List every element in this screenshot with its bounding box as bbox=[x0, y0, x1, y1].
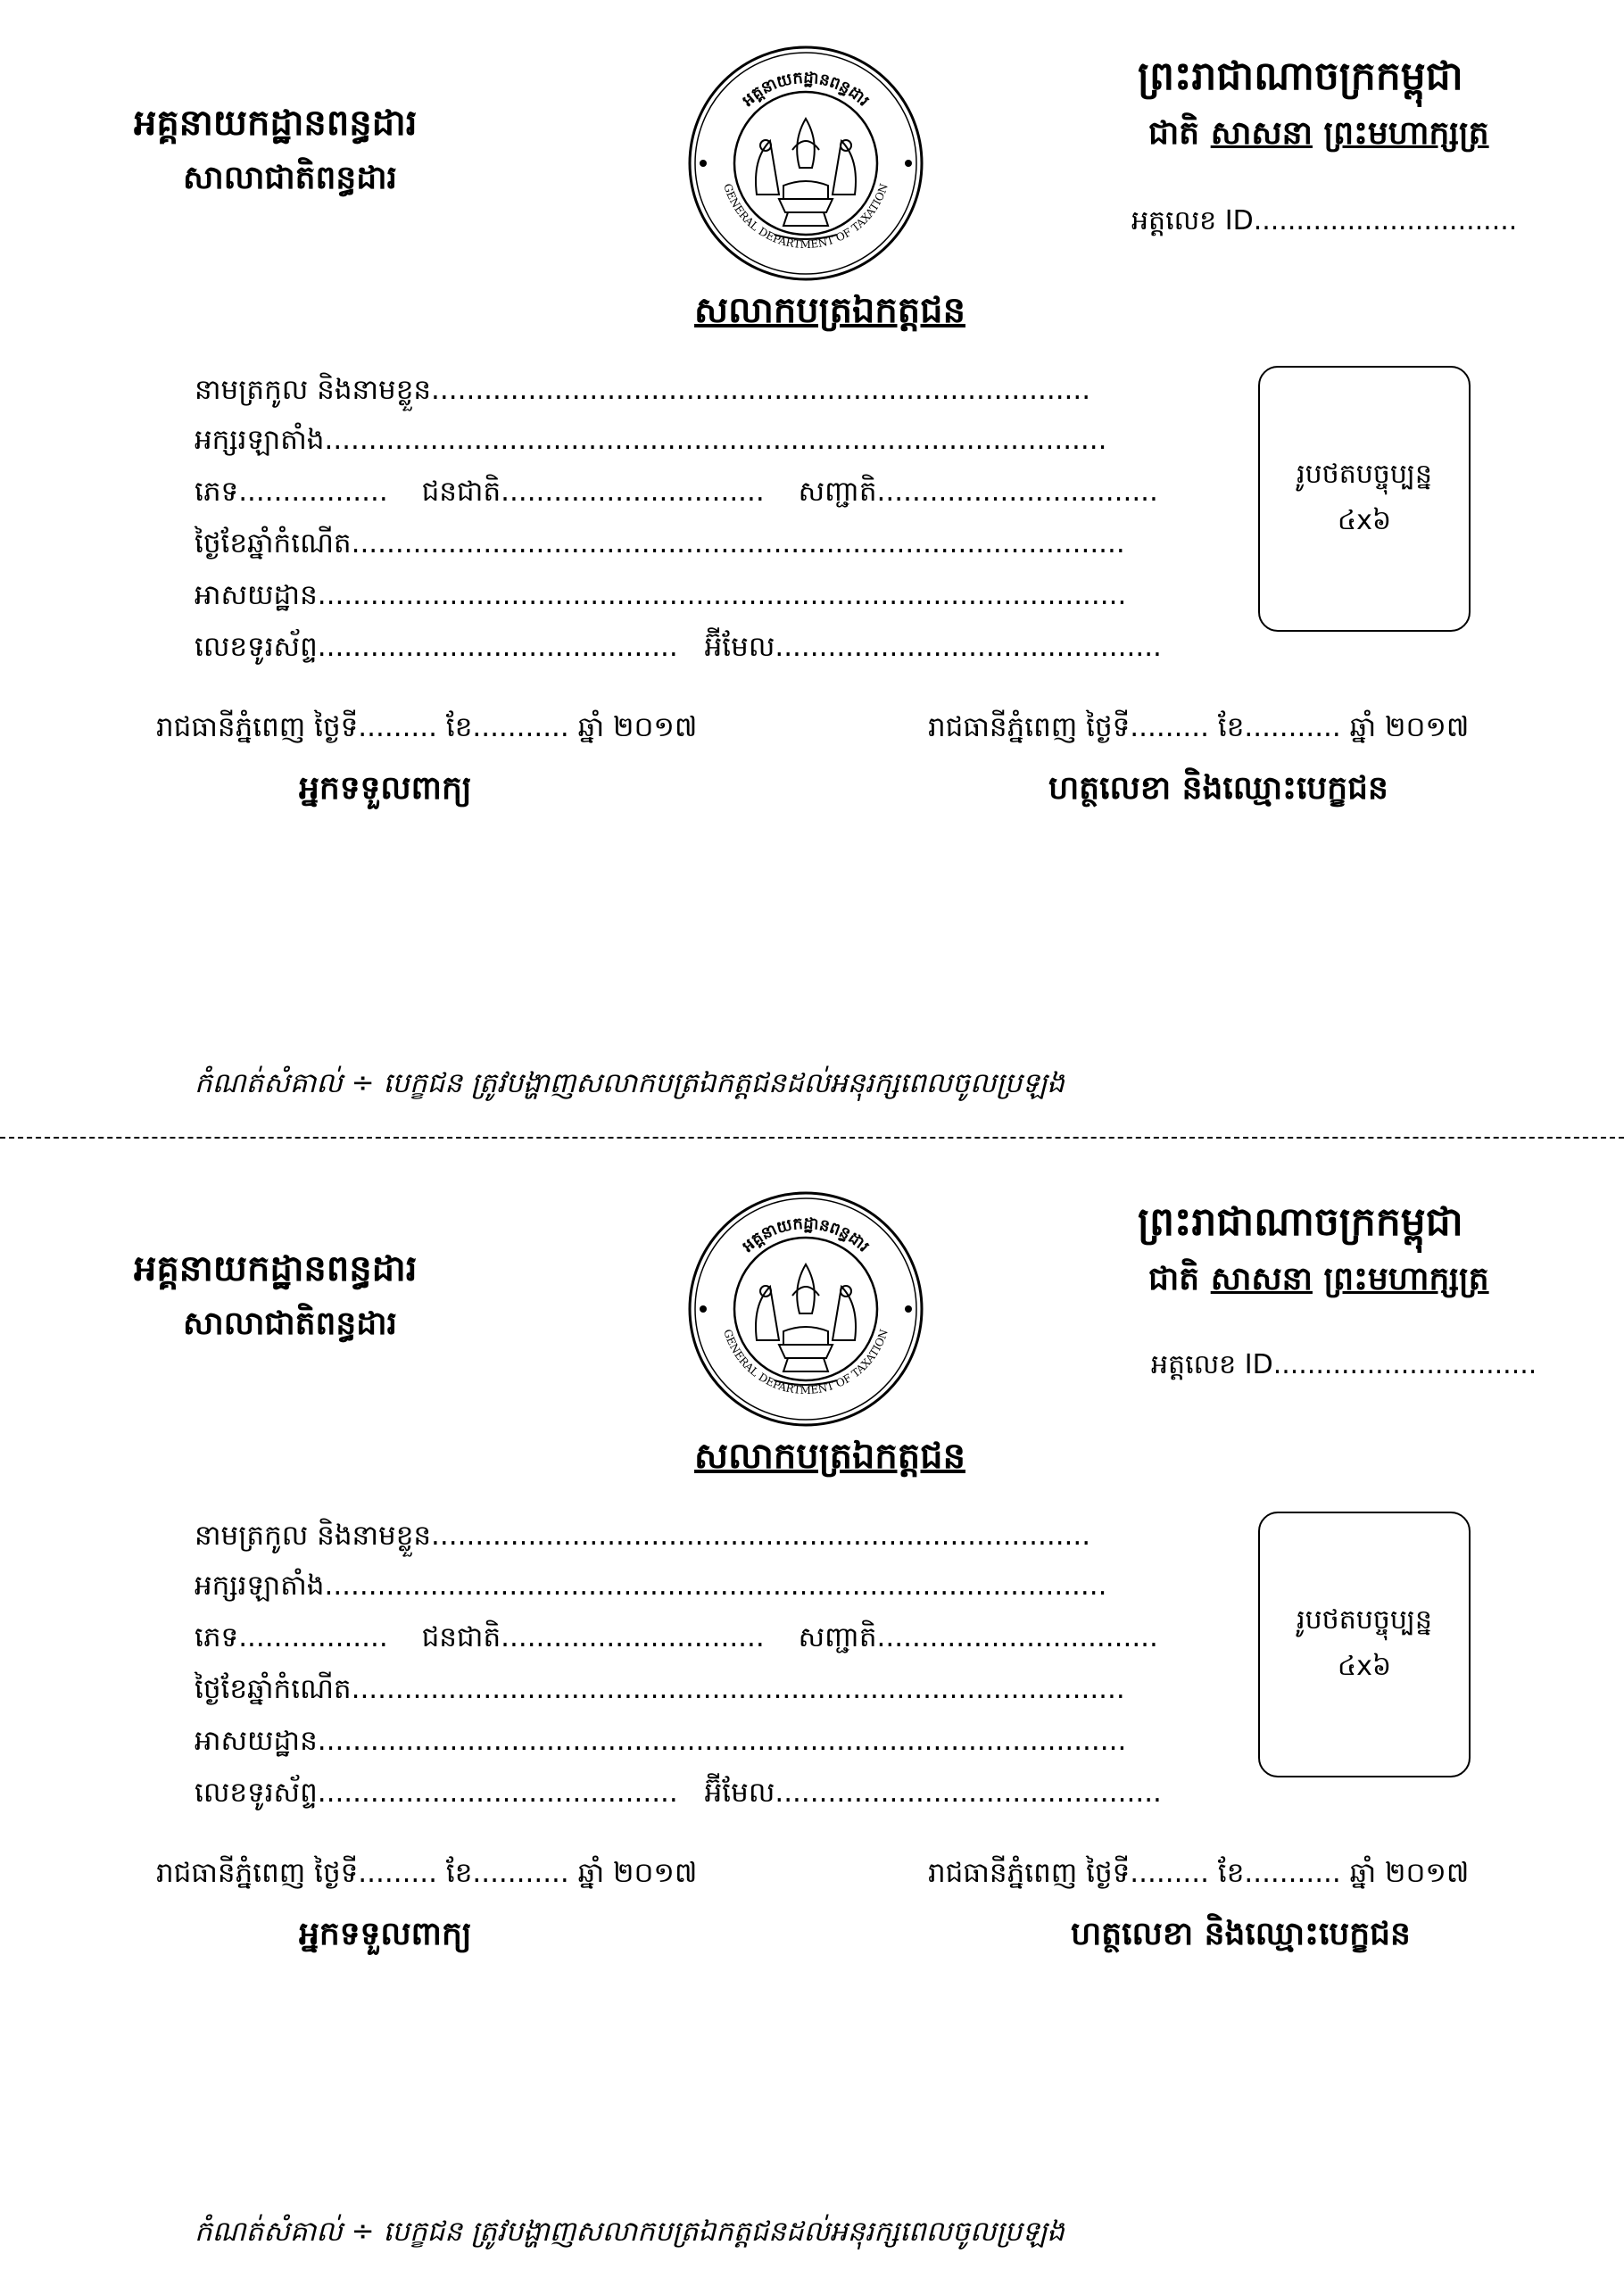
svg-text:GENERAL DEPARTMENT OF TAXATION bbox=[721, 1328, 891, 1396]
phone-email-row bbox=[195, 1776, 1162, 1816]
candidate-slip-top bbox=[0, 0, 1624, 1142]
sex-field[interactable]: ភេទ................. bbox=[195, 476, 388, 508]
svg-text:GENERAL DEPARTMENT OF TAXATION bbox=[721, 182, 891, 251]
phone-field[interactable]: លេខទូរស័ព្ទ......................................... bbox=[195, 1777, 678, 1809]
motto-religion: សាសនា bbox=[1210, 1261, 1313, 1297]
motto-nation: ជាតិ bbox=[1148, 1261, 1200, 1297]
school-title: សាលាជាតិពន្ធដារ bbox=[183, 1305, 397, 1342]
emblem-bottom-text: GENERAL DEPARTMENT OF TAXATION bbox=[721, 181, 891, 252]
candidate-date-line[interactable]: រាជធានីភ្នំពេញ ថ្ងៃទី......... ខែ........... ឆ្នាំ ២០១៧ bbox=[928, 711, 1470, 743]
date-of-birth-field[interactable]: ថ្ងៃខែឆ្នាំកំណើត........................................................................................ bbox=[195, 527, 1125, 559]
receiver-date-line[interactable]: រាជធានីភ្នំពេញ ថ្ងៃទី......... ខែ........... ឆ្នាំ ២០១៧ bbox=[156, 711, 698, 743]
date-of-birth-field[interactable]: ថ្ងៃខែឆ្នាំកំណើត........................................................................................ bbox=[195, 1673, 1125, 1705]
tax-department-emblem bbox=[685, 43, 926, 284]
motto-king: ព្រះមហាក្សត្រ bbox=[1323, 1261, 1489, 1297]
name-field[interactable]: នាមត្រកូល និងនាមខ្លួន........................................................................... bbox=[195, 1520, 1091, 1552]
latin-name-field[interactable]: អក្សរឡាតាំង......................................................................................... bbox=[195, 1570, 1107, 1602]
email-field[interactable]: អ៊ីមែល............................................ bbox=[704, 631, 1162, 663]
email-field[interactable]: អ៊ីមែល............................................ bbox=[704, 1777, 1162, 1809]
national-motto bbox=[1148, 112, 1489, 160]
id-number-field[interactable]: អត្តលេខ ID............................... bbox=[1151, 1349, 1537, 1380]
sex-field[interactable]: ភេទ................. bbox=[195, 1621, 388, 1653]
address-field[interactable]: អាសយដ្ឋាន............................................................................................ bbox=[195, 1725, 1127, 1757]
emblem-top-text: អគ្គនាយកដ្ឋានពន្ធដារ bbox=[738, 68, 874, 111]
nationality-field[interactable]: សញ្ជាតិ................................ bbox=[798, 1621, 1158, 1653]
footnote: កំណត់សំគាល់ ÷ បេក្ខជន ត្រូវបង្ហាញសលាកបត្រឯកត្តជនដល់អនុរក្សពេលចូលប្រឡង bbox=[195, 1067, 1065, 1099]
nationality-field[interactable]: សញ្ជាតិ................................ bbox=[798, 476, 1158, 508]
ethnicity-field[interactable]: ជនជាតិ.............................. bbox=[421, 476, 765, 508]
latin-name-field[interactable]: អក្សរឡាតាំង......................................................................................... bbox=[195, 424, 1107, 456]
school-title: សាលាជាតិពន្ធដារ bbox=[183, 160, 397, 196]
candidate-slip-bottom bbox=[0, 1146, 1624, 2288]
sex-ethnicity-nationality-row bbox=[195, 475, 1158, 515]
address-field[interactable]: អាសយដ្ឋាន............................................................................................ bbox=[195, 579, 1127, 611]
candidate-signature-label: ហត្ថលេខា និងឈ្មោះបេក្ខជន bbox=[1048, 770, 1388, 807]
phone-field[interactable]: លេខទូរស័ព្ទ......................................... bbox=[195, 631, 678, 663]
motto-king: ព្រះមហាក្សត្រ bbox=[1323, 115, 1489, 152]
photo-label: រូបថតបច្ចុប្បន្ន bbox=[1297, 459, 1432, 490]
kingdom-title: ព្រះរាជាណាចក្រកម្ពុជា bbox=[1138, 1199, 1463, 1245]
kingdom-title: ព្រះរាជាណាចក្រកម្ពុជា bbox=[1138, 54, 1463, 99]
motto-nation: ជាតិ bbox=[1148, 115, 1200, 152]
receiver-signature-label: អ្នកទទួលពាក្យ bbox=[299, 770, 472, 807]
phone-email-row bbox=[195, 630, 1162, 670]
form-title: សលាកបត្រឯកត្តជន bbox=[694, 290, 965, 331]
department-title: អគ្គនាយកដ្ឋានពន្ធដារ bbox=[134, 1248, 418, 1289]
candidate-signature-label: ហត្ថលេខា និងឈ្មោះបេក្ខជន bbox=[1071, 1916, 1411, 1952]
receiver-date-line[interactable]: រាជធានីភ្នំពេញ ថ្ងៃទី......... ខែ........... ឆ្នាំ ២០១៧ bbox=[156, 1857, 698, 1889]
photo-size: ៤x៦ bbox=[1337, 505, 1392, 536]
svg-text:អគ្គនាយកដ្ឋានពន្ធដារ bbox=[739, 69, 874, 111]
cut-line-divider bbox=[0, 1137, 1624, 1139]
photo-placeholder[interactable] bbox=[1258, 366, 1471, 632]
photo-size: ៤x៦ bbox=[1337, 1651, 1392, 1682]
sex-ethnicity-nationality-row bbox=[195, 1620, 1158, 1661]
department-title: អគ្គនាយកដ្ឋានពន្ធដារ bbox=[134, 103, 418, 144]
emblem-top-text: អគ្គនាយកដ្ឋានពន្ធដារ bbox=[738, 1214, 874, 1256]
candidate-date-line[interactable]: រាជធានីភ្នំពេញ ថ្ងៃទី......... ខែ........... ឆ្នាំ ២០១៧ bbox=[928, 1857, 1470, 1889]
receiver-signature-label: អ្នកទទួលពាក្យ bbox=[299, 1916, 472, 1952]
id-number-field[interactable]: អត្តលេខ ID............................... bbox=[1131, 205, 1518, 236]
form-title: សលាកបត្រឯកត្តជន bbox=[694, 1436, 965, 1477]
ethnicity-field[interactable]: ជនជាតិ.............................. bbox=[421, 1621, 765, 1653]
motto-religion: សាសនា bbox=[1210, 115, 1313, 152]
photo-placeholder[interactable] bbox=[1258, 1512, 1471, 1777]
name-field[interactable]: នាមត្រកូល និងនាមខ្លួន........................................................................... bbox=[195, 374, 1091, 406]
emblem-bottom-text: GENERAL DEPARTMENT OF TAXATION bbox=[721, 1327, 891, 1397]
tax-department-emblem bbox=[685, 1189, 926, 1429]
photo-label: រូបថតបច្ចុប្បន្ន bbox=[1297, 1604, 1432, 1636]
footnote: កំណត់សំគាល់ ÷ បេក្ខជន ត្រូវបង្ហាញសលាកបត្រឯកត្តជនដល់អនុរក្សពេលចូលប្រឡង bbox=[195, 2216, 1065, 2248]
national-motto bbox=[1148, 1258, 1489, 1305]
svg-text:អគ្គនាយកដ្ឋានពន្ធដារ bbox=[739, 1214, 874, 1256]
